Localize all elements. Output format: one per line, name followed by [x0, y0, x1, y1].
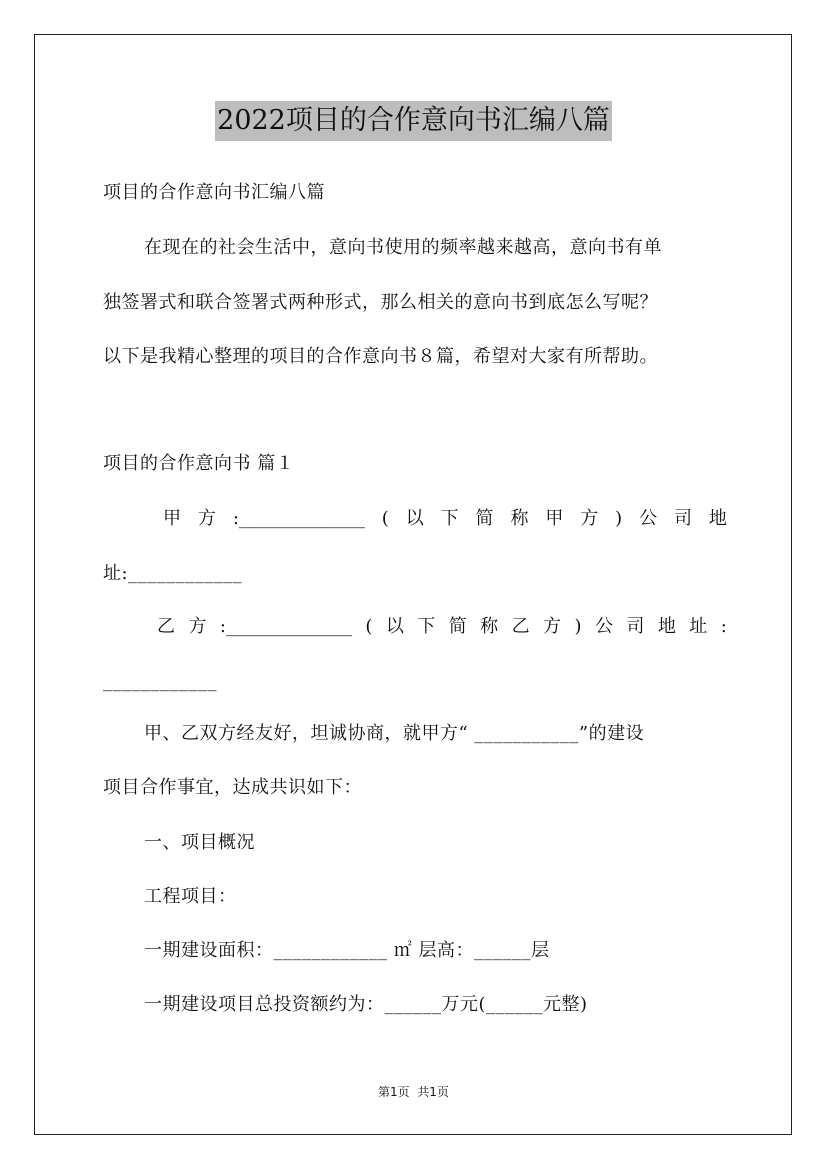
party-b-line-2: ____________ [103, 671, 217, 692]
party-a-token: 甲 [163, 508, 181, 529]
section-heading: 项目的合作意向书 篇１ [103, 453, 295, 474]
party-a-token: 地 [708, 508, 727, 529]
party-a-token: 下 [440, 508, 459, 529]
party-a-token: ( [381, 508, 389, 529]
party-a-token: 公 [639, 508, 658, 529]
party-b-token: 方 [188, 616, 207, 637]
agreement-line-1: 甲、乙双方经友好，坦诚协商，就甲方“ ___________”的建设 [144, 723, 645, 744]
page-footer: 第1页 共1页 [378, 1085, 449, 1099]
party-a-token: 简 [475, 508, 494, 529]
party-a-token: ) [615, 508, 623, 529]
party-b-token: ) [574, 616, 582, 637]
party-b-token: 以 [385, 616, 404, 637]
party-a-token: :______________ [232, 508, 365, 529]
party-a-token: 方 [197, 508, 216, 529]
party-a-token: 称 [510, 508, 529, 529]
document-title: 2022项目的合作意向书汇编八篇 [215, 101, 612, 141]
party-a-token: 司 [674, 508, 693, 529]
party-b-token: 乙 [157, 616, 175, 637]
party-a-token: 以 [405, 508, 424, 529]
agreement-line-2: 项目合作事宜，达成共识如下： [103, 777, 362, 798]
party-a-line-1 [163, 507, 727, 531]
section-one-heading: 一、项目概况 [144, 832, 255, 853]
party-a-token: 甲 [545, 508, 564, 529]
party-b-token: 下 [417, 616, 436, 637]
project-label: 工程项目： [144, 886, 237, 907]
party-b-line-1 [157, 615, 727, 639]
party-b-token: 地 [657, 616, 676, 637]
party-b-token: 简 [448, 616, 467, 637]
intro-line-1: 在现在的社会生活中，意向书使用的频率越来越高，意向书有单 [144, 237, 662, 258]
party-b-token: 公 [594, 616, 613, 637]
investment-line: 一期建设项目总投资额约为：______万元(______元整) [144, 994, 588, 1015]
party-b-token: :______________ [219, 616, 352, 637]
intro-line-2: 独签署式和联合签署式两种形式，那么相关的意向书到底怎么写呢？ [103, 292, 658, 313]
area-line: 一期建设面积：____________ ㎡ 层高：______层 [144, 940, 550, 961]
party-a-token: 方 [580, 508, 599, 529]
party-b-token: 乙 [511, 616, 530, 637]
title-container [0, 101, 827, 141]
party-b-token: : [720, 616, 727, 637]
party-b-token: 址 [689, 616, 708, 637]
party-b-token: 司 [626, 616, 645, 637]
party-b-token: 称 [480, 616, 499, 637]
party-b-token: ( [365, 616, 373, 637]
document-subtitle: 项目的合作意向书汇编八篇 [103, 182, 325, 203]
party-a-line-2: 址:____________ [103, 563, 243, 584]
party-b-token: 方 [543, 616, 562, 637]
intro-line-3: 以下是我精心整理的项目的合作意向书８篇，希望对大家有所帮助。 [103, 346, 658, 367]
